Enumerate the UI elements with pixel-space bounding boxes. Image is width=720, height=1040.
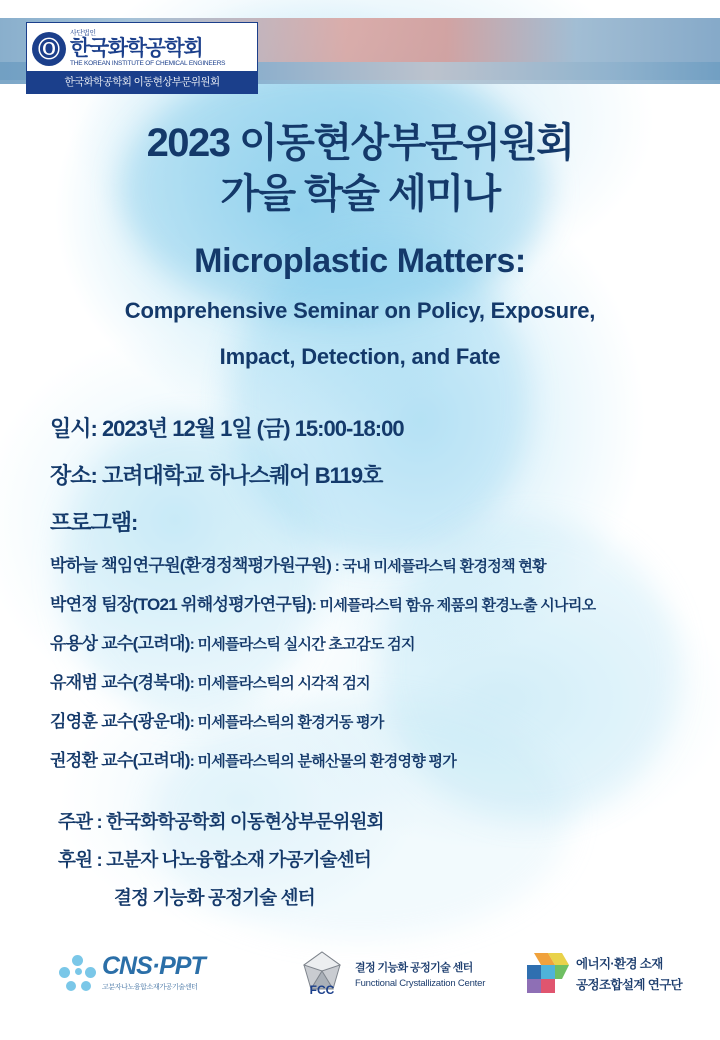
info-section [50, 412, 690, 785]
program-speaker: 김영훈 교수(광운대) [50, 712, 190, 731]
fcc-logo-english: Functional Crystallization Center [355, 978, 486, 989]
cube-blocks-icon [525, 951, 569, 995]
logo-name-korean: 한국화학공학회 [70, 36, 203, 60]
sponsor-support-line2: 결정 기능화 공정기술 센터 [114, 887, 315, 908]
program-topic: 미세플라스틱의 분해산물의 환경영향 평가 [197, 753, 457, 770]
program-separator: : [189, 714, 198, 731]
cns-ppt-logo [58, 953, 205, 993]
program-separator: : [311, 597, 320, 614]
title-english-sub-line2: Impact, Detection, and Fate [219, 344, 501, 370]
fcc-logo [295, 949, 485, 999]
program-separator: : [189, 753, 198, 770]
program-speaker: 유용상 교수(고려대) [50, 634, 190, 653]
title-area [0, 118, 720, 373]
program-topic: 미세플라스틱 함유 제품의 환경노출 시나리오 [319, 597, 596, 614]
title-english-sub-line1: Comprehensive Seminar on Policy, Exposure, [124, 298, 596, 324]
cns-logo-subtitle: 고분자나노융합소재가공기술센터 [102, 984, 198, 991]
program-topic: 미세플라스틱 실시간 초고감도 검지 [197, 636, 415, 653]
program-item [50, 707, 690, 732]
enc-logo-line1: 에너지·환경 소재 [576, 956, 663, 971]
program-item [50, 590, 690, 615]
kiche-circle-icon: Ⓞ [32, 32, 66, 66]
logo-text-group [70, 30, 225, 68]
svg-text:FCC: FCC [309, 983, 335, 997]
program-separator: : [189, 636, 198, 653]
program-speaker: 권정환 교수(고려대) [50, 751, 190, 770]
logo-corporate-prefix: 사단법인 [70, 29, 96, 37]
sponsor-section [58, 808, 678, 922]
program-separator: : [331, 558, 343, 575]
program-separator: : [189, 675, 198, 692]
crystal-icon [295, 949, 349, 999]
bottom-logo-row [0, 945, 720, 1025]
program-speaker: 박연정 팀장(TO21 위해성평가연구팀) [50, 595, 312, 614]
program-list [50, 551, 690, 771]
event-datetime: 일시: 2023년 12월 1일 (금) 15:00-18:00 [50, 416, 404, 441]
logo-committee-bar: 한국화학공학회 이동현상부문위원회 [27, 71, 257, 93]
program-item [50, 668, 690, 693]
title-english-main: Microplastic Matters: [194, 242, 526, 281]
program-item [50, 746, 690, 771]
logo-name-english: THE KOREAN INSTITUTE OF CHEMICAL ENGINEERS [70, 59, 226, 67]
title-korean-line2: 가을 학술 세미나 [220, 172, 500, 217]
program-item [50, 551, 690, 576]
program-topic: 미세플라스틱의 시각적 검지 [197, 675, 370, 692]
program-speaker: 박하늘 책임연구원(환경정책평가원구원) [50, 556, 332, 575]
program-item [50, 629, 690, 654]
organization-logo [26, 22, 258, 94]
sponsor-support-line1: 후원 : 고분자 나노융합소재 가공기술센터 [58, 849, 371, 870]
event-venue: 장소: 고려대학교 하나스퀘어 B119호 [50, 463, 383, 488]
sponsor-host: 주관 : 한국화학공학회 이동현상부문위원회 [58, 811, 384, 832]
energy-environment-logo [525, 951, 682, 995]
logo-top-row [27, 23, 257, 71]
program-topic: 국내 미세플라스틱 환경정책 현황 [342, 558, 546, 575]
cns-logo-name: CNS·PPT [102, 952, 205, 980]
program-speaker: 유재범 교수(경북대) [50, 673, 190, 692]
enc-logo-line2: 공정조합설계 연구단 [576, 977, 683, 992]
molecule-icon [58, 953, 98, 993]
title-korean-line1: 2023 이동현상부문위원회 [146, 121, 574, 165]
fcc-logo-korean: 결정 기능화 공정기술 센터 [355, 962, 473, 974]
program-label: 프로그램: [50, 510, 138, 535]
program-topic: 미세플라스틱의 환경거동 평가 [197, 714, 384, 731]
